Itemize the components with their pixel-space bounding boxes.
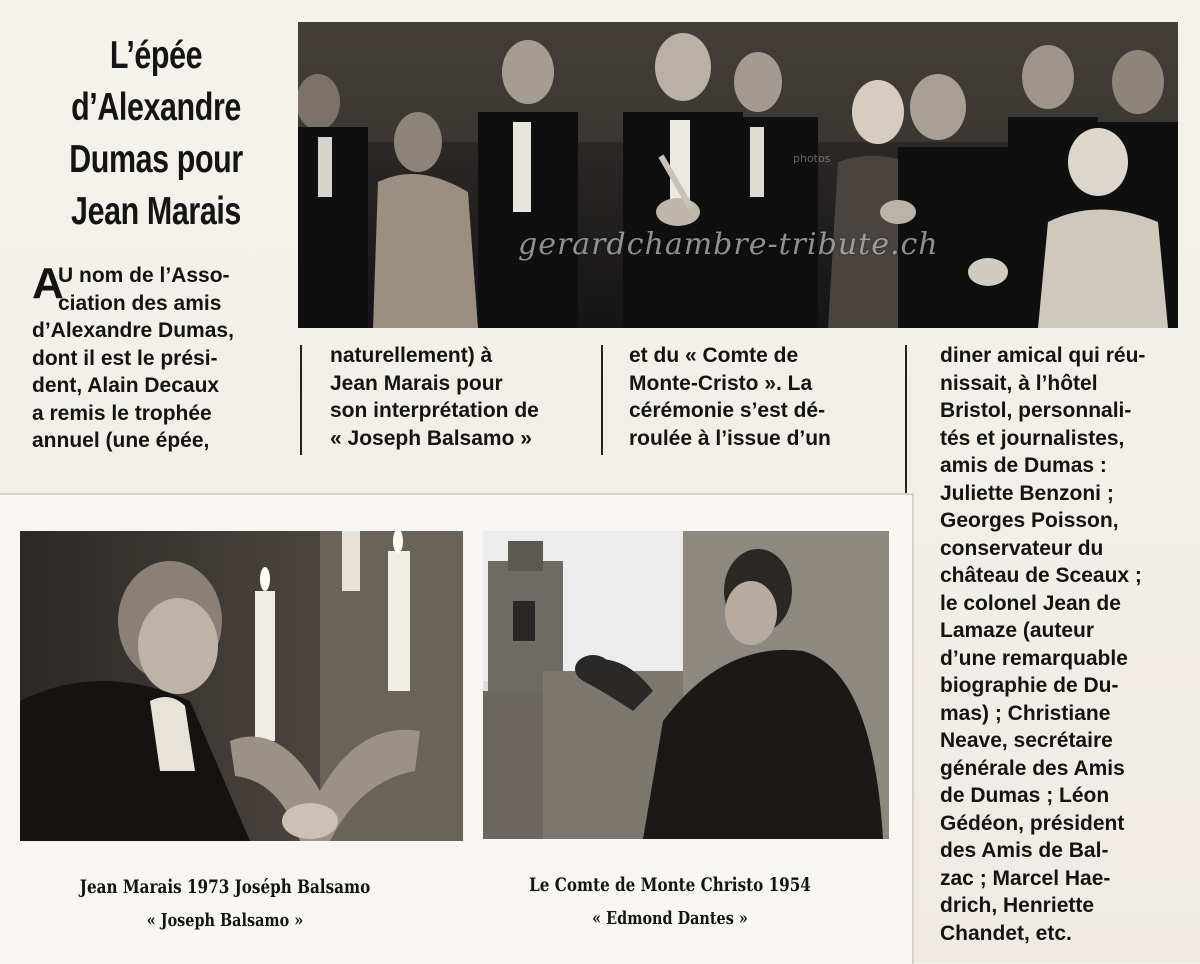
text-line: son interprétation de	[330, 399, 539, 422]
caption-title: Jean Marais 1973 Joséph Balsamo	[79, 876, 371, 898]
text-line: « Joseph Balsamo »	[330, 426, 532, 450]
text-line: Neave, secrétaire	[940, 729, 1113, 752]
text-line: d’une remarquable	[940, 646, 1128, 670]
text-line: cérémonie s’est dé-	[629, 399, 826, 422]
text-line: le colonel Jean de	[940, 591, 1121, 615]
text-line: Lamaze (auteur	[940, 619, 1095, 642]
text-line: d’Alexandre Dumas,	[32, 319, 234, 342]
article-column-1	[32, 259, 275, 455]
text-line: Monte-Cristo ». La	[629, 371, 813, 395]
caption-subtitle: « Edmond Dantes »	[592, 908, 748, 929]
text-line: amis de Dumas :	[940, 454, 1107, 477]
drop-cap: A	[32, 259, 64, 308]
text-line: dent, Alain Decaux	[32, 374, 220, 397]
headline-line: L’épée	[109, 34, 203, 77]
article-column-3	[629, 342, 875, 452]
article-column-4	[940, 342, 1186, 947]
article-headline	[66, 30, 247, 238]
text-line: annuel (une épée,	[32, 429, 210, 452]
text-line: dont il est le prési-	[32, 346, 218, 370]
caption-title: Le Comte de Monte Christo 1954	[529, 874, 811, 896]
text-line: tés et journalistes,	[940, 426, 1125, 450]
balsamo-still-photo	[20, 531, 463, 841]
text-line: Jean Marais pour	[330, 371, 503, 395]
text-line: des Amis de Bal-	[940, 839, 1109, 862]
text-line: drich, Henriette	[940, 894, 1095, 917]
article-column-2	[330, 342, 576, 452]
text-line: et du « Comte de	[629, 344, 799, 367]
text-line: Chandet, etc.	[940, 921, 1072, 945]
column-divider	[905, 345, 907, 495]
text-line: Georges Poisson,	[940, 509, 1119, 532]
text-line: conservateur du	[940, 536, 1104, 560]
text-line: a remis le trophée	[32, 401, 212, 425]
photo-credit-mark: photos	[793, 152, 831, 165]
text-line: diner amical qui réu-	[940, 344, 1146, 367]
text-line: roulée à l’issue d’un	[629, 426, 831, 450]
headline-line: Jean Marais	[71, 190, 241, 233]
text-line: château de Sceaux ;	[940, 564, 1142, 587]
text-line: zac ; Marcel Hae-	[940, 866, 1111, 890]
text-line: ciation des amis	[58, 291, 222, 315]
headline-line: Dumas pour	[69, 138, 243, 181]
text-line: Bristol, personnali-	[940, 399, 1132, 422]
monte-cristo-still-photo	[483, 531, 889, 839]
text-line: générale des Amis	[940, 756, 1125, 780]
ceremony-photo	[298, 22, 1178, 328]
caption-subtitle: « Joseph Balsamo »	[146, 910, 304, 931]
text-line: mas) ; Christiane	[940, 701, 1111, 725]
caption-left	[53, 870, 397, 938]
caption-right	[498, 868, 842, 936]
headline-line: d’Alexandre	[71, 86, 241, 129]
text-line: Gédéon, président	[940, 811, 1125, 835]
column-divider	[601, 345, 603, 455]
text-line: U nom de l’Asso-	[58, 264, 230, 287]
text-line: de Dumas ; Léon	[940, 784, 1110, 807]
text-line: naturellement) à	[330, 344, 493, 367]
text-line: biographie de Du-	[940, 674, 1119, 697]
watermark-text: gerardchambre-tribute.ch	[518, 227, 939, 262]
text-line: Juliette Benzoni ;	[940, 481, 1114, 505]
column-divider	[300, 345, 302, 455]
text-line: nissait, à l’hôtel	[940, 371, 1098, 395]
